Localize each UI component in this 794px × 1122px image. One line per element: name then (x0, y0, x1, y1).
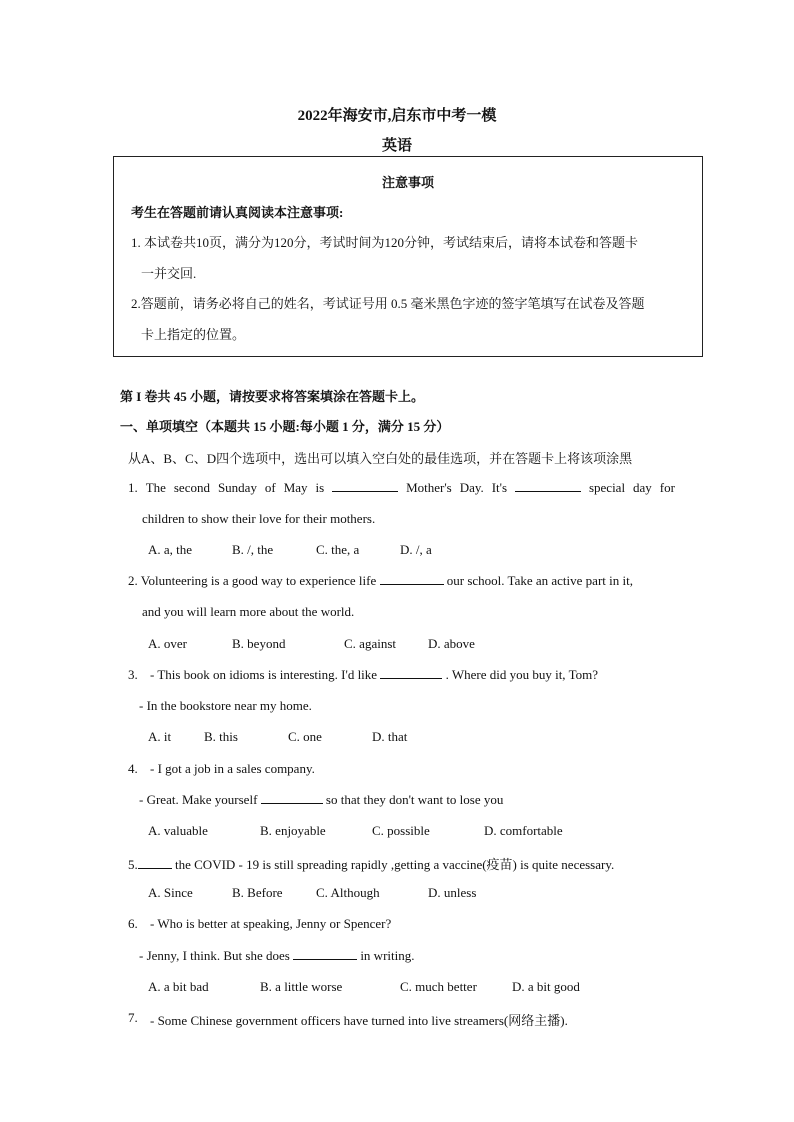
q1-word: is (315, 480, 325, 495)
q4-line2 (139, 792, 503, 808)
q1-blank-2 (515, 480, 581, 492)
q1-line2: children to show their love for their mothers. (142, 511, 376, 526)
notice-box (113, 156, 703, 357)
q2-line2: and you will learn more about the world. (142, 604, 355, 619)
q1-word: second (173, 480, 210, 495)
q6-option-c: C. much better (400, 979, 477, 994)
q2-text-after: our school. Take an active part in it, (446, 573, 633, 588)
notice-item-2-line2: 卡上指定的位置。 (141, 327, 246, 342)
q4-blank (261, 792, 323, 804)
q3-text-after: . Where did you buy it, Tom? (445, 667, 598, 682)
q1-word: Sunday (217, 480, 257, 495)
q4-option-c: C. possible (372, 823, 430, 838)
q4-option-a: A. valuable (148, 823, 208, 838)
q3-line1 (150, 667, 598, 683)
q4-text-after: so that they don't want to lose you (325, 792, 504, 807)
q2-blank (380, 573, 444, 585)
q1-word: May (283, 480, 308, 495)
q6-line1: - Who is better at speaking, Jenny or Spencer? (150, 916, 392, 931)
q6-option-b: B. a little worse (260, 979, 343, 994)
q1-word: Mother's (406, 480, 452, 495)
q4-option-d: D. comfortable (484, 823, 563, 838)
q2-option-b: B. beyond (232, 636, 286, 651)
q3-text-before: - This book on idioms is interesting. I'd like (150, 667, 378, 682)
section-title: 一、单项填空（本题共 15 小题:每小题 1 分，满分 15 分） (120, 419, 450, 434)
q6-line2 (139, 948, 414, 964)
q2-option-c: C. against (344, 636, 396, 651)
q3-option-a: A. it (148, 729, 172, 744)
q5-option-c: C. Although (316, 885, 380, 900)
q4-line1: - I got a job in a sales company. (150, 761, 315, 776)
q6-text-after: in writing. (360, 948, 415, 963)
q3-option-b: B. this (204, 729, 238, 744)
notice-intro: 考生在答题前请认真阅读本注意事项: (131, 205, 344, 220)
q1-number: 1. (128, 480, 138, 495)
notice-item-1-line1: 1. 本试卷共10页，满分为120分，考试时间为120分钟，考试结束后，请将本试卷和答题卡 (131, 235, 639, 250)
q5-option-b: B. Before (232, 885, 283, 900)
q4-option-b: B. enjoyable (260, 823, 326, 838)
q1-line1 (128, 480, 675, 496)
q3-line2: - In the bookstore near my home. (139, 698, 312, 713)
q6-number: 6. (128, 916, 138, 931)
q6-blank (293, 948, 357, 960)
q2-line1 (128, 573, 633, 589)
q5-number: 5. (128, 857, 138, 872)
q1-word: of (264, 480, 276, 495)
q5-blank (138, 857, 172, 869)
notice-item-2 (131, 288, 696, 350)
exam-title: 2022年海安市,启东市中考一模 (297, 108, 497, 124)
instruction: 从A、B、C、D四个选项中，选出可以填入空白处的最佳选项，并在答题卡上将该项涂黑 (128, 451, 633, 466)
q6-option-d: D. a bit good (512, 979, 580, 994)
q4-text-before: - Great. Make yourself (139, 792, 258, 807)
q7-line1: - Some Chinese government officers have turned into live streamers(网络主播). (150, 1013, 568, 1028)
q1-option-b: B. /, the (232, 542, 274, 557)
q7-number: 7. (128, 1010, 138, 1025)
q5-option-a: A. Since (148, 885, 193, 900)
q1-word: Day. (459, 480, 484, 495)
part-title: 第 I 卷共 45 小题，请按要求将答案填涂在答题卡上。 (120, 389, 425, 404)
q3-option-c: C. one (288, 729, 322, 744)
q3-blank (380, 667, 442, 679)
q1-option-d: D. /, a (400, 542, 432, 557)
q2-option-a: A. over (148, 636, 187, 651)
q2-option-d: D. above (428, 636, 475, 651)
q5-text-after: the COVID - 19 is still spreading rapidly ,getting a vaccine(疫苗) is quite necessary. (175, 857, 615, 872)
notice-heading: 注意事项 (381, 175, 434, 190)
q6-text-before: - Jenny, I think. But she does (139, 948, 290, 963)
q3-option-d: D. that (372, 729, 408, 744)
notice-item-1-line2: 一并交回. (141, 266, 197, 281)
q5-option-d: D. unless (428, 885, 477, 900)
q1-word: It's (491, 480, 508, 495)
notice-item-2-line1: 2.答题前，请务必将自己的姓名，考试证号用 0.5 毫米黑色字迹的签字笔填写在试卷及答题 (131, 296, 645, 311)
q1-option-c: C. the, a (316, 542, 360, 557)
q4-number: 4. (128, 761, 138, 776)
notice-item-1 (131, 227, 696, 289)
q1-word: for (659, 480, 675, 495)
q1-blank-1 (332, 480, 398, 492)
q6-option-a: A. a bit bad (148, 979, 209, 994)
q1-option-a: A. a, the (148, 542, 193, 557)
q1-word: special (588, 480, 626, 495)
q5-line1 (128, 854, 614, 873)
q1-word: The (145, 480, 166, 495)
subject-title: 英语 (381, 138, 412, 154)
q3-number: 3. (128, 667, 138, 682)
q1-word: day (633, 480, 652, 495)
q2-text-before: 2. Volunteering is a good way to experience life (128, 573, 377, 588)
